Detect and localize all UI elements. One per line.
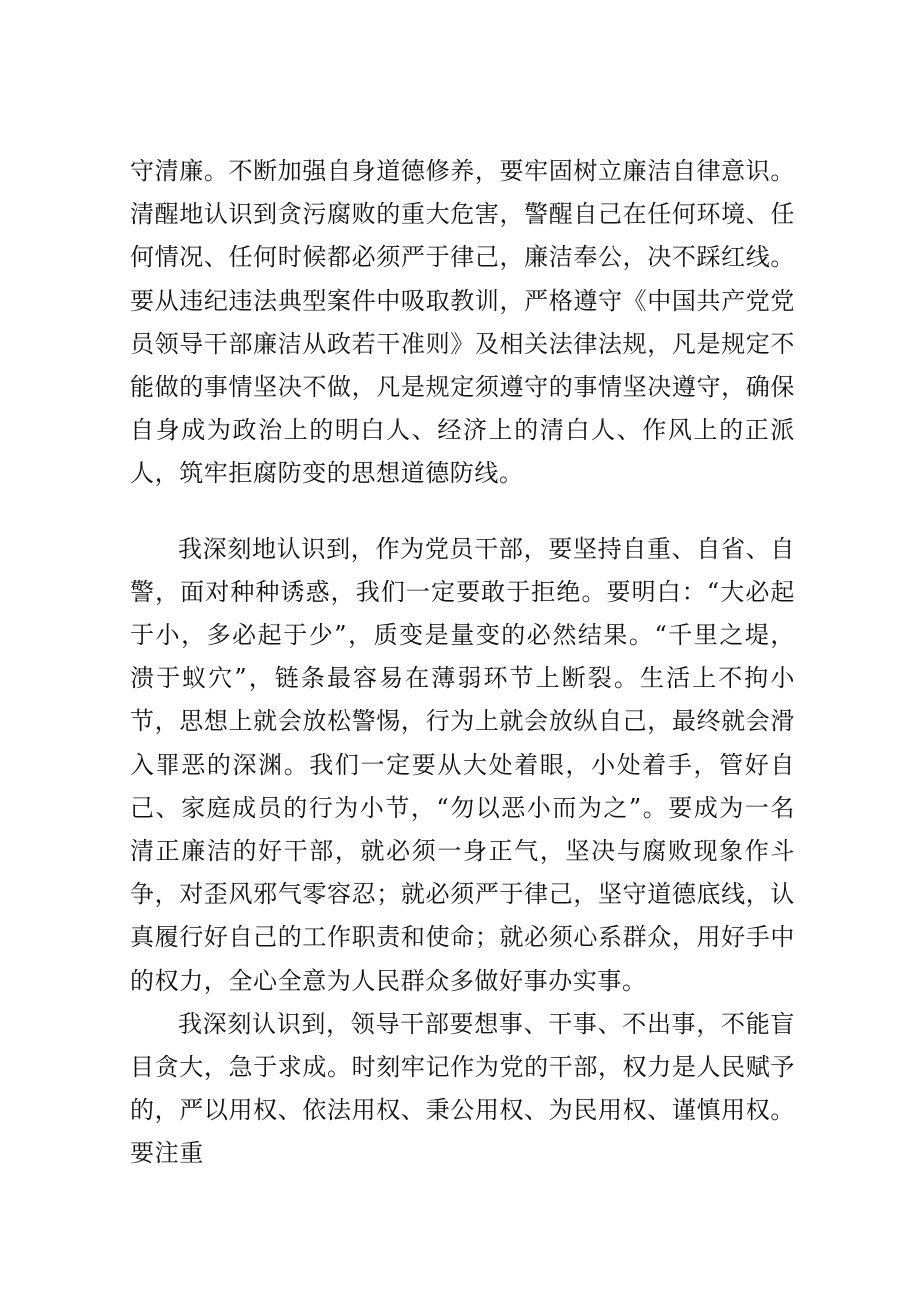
paragraph-3: 我深刻认识到，领导干部要想事、干事、不出事，不能盲目贪大，急于求成。时刻牢记作为党的干部，权力是人民赋予的，严以用权、依法用权、秉公用权、为民用权、谨慎用权。要注重 [130, 1009, 795, 1168]
paragraph-2: 我深刻地认识到，作为党员干部，要坚持自重、自省、自警，面对种种诱惑，我们一定要敢于拒绝。要明白：“大必起于小，多必起于少”，质变是量变的必然结果。“千里之堤，溃于蚁穴”，链条最容易在薄弱环节上断裂。生活上不拘小节，思想上就会放松警惕，行为上就会放纵自己，最终就会滑入罪恶的深渊。我们一定要从大处着眼，小处着手，管好自己、家庭成员的行为小节，“勿以恶小而为之”。要成为一名清正廉洁的好干部，就必须一身正气，坚决与腐败现象作斗争，对歪风邪气零容忍；就必须严于律己，坚守道德底线，认真履行好自己的工作职责和使命；就必须心系群众，用好手中的权力，全心全意为人民群众多做好事办实事。 [130, 534, 795, 995]
paragraph-1: 守清廉。不断加强自身道德修养，要牢固树立廉洁自律意识。清醒地认识到贪污腐败的重大危害，警醒自己在任何环境、任何情况、任何时候都必须严于律己，廉洁奉公，决不踩红线。要从违纪违法典型案件中吸取教训，严格遵守《中国共产党党员领导干部廉洁从政若干准则》及相关法律法规，凡是规定不能做的事情坚决不做，凡是规定须遵守的事情坚决遵守，确保自身成为政治上的明白人、经济上的清白人、作风上的正派人，筑牢拒腐防变的思想道德防线。 [130, 157, 795, 488]
document-body [130, 150, 795, 1176]
